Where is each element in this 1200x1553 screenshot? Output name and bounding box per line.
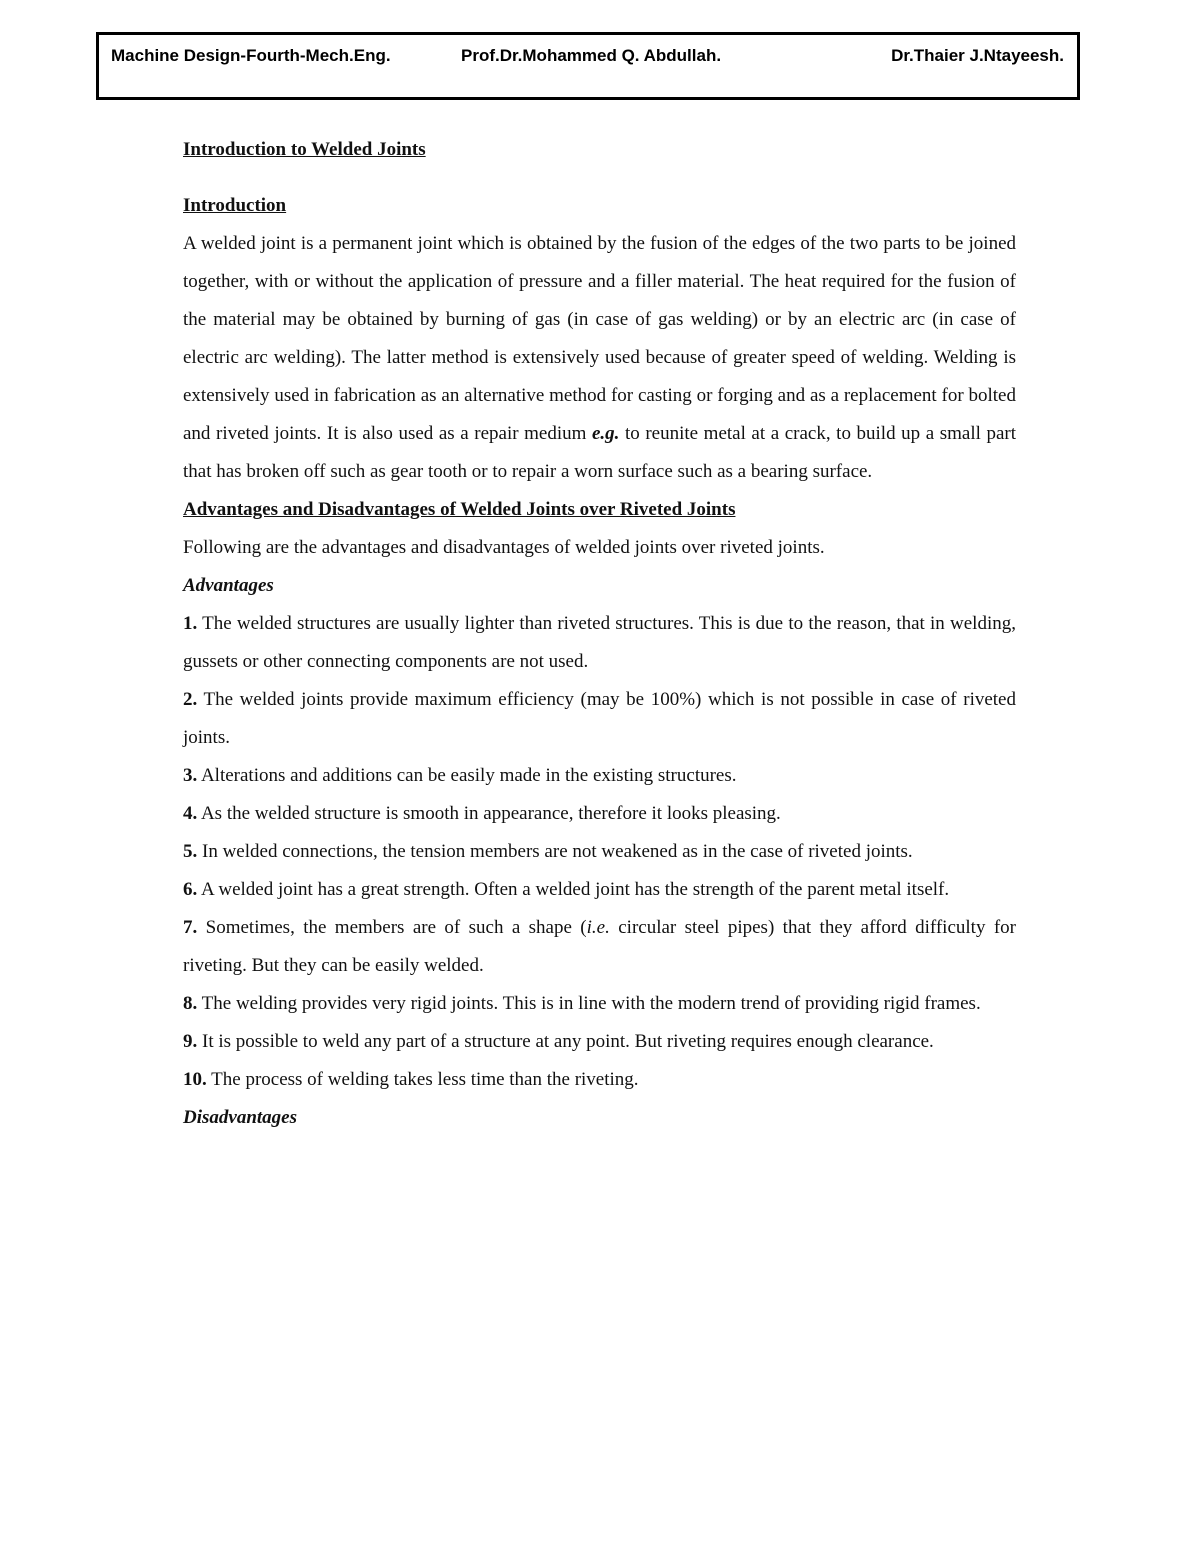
item-text: It is possible to weld any part of a structure at any point. But riveting requires enough clearance. (197, 1031, 934, 1052)
item-number: 8. (183, 993, 198, 1014)
item-text: The process of welding takes less time than the riveting. (206, 1069, 639, 1090)
advdis-heading: Advantages and Disadvantages of Welded Joints over Riveted Joints (183, 499, 736, 520)
advdis-intro: Following are the advantages and disadvantages of welded joints over riveted joints. (183, 537, 825, 558)
item-text: The welded structures are usually lighter than riveted structures. This is due to the reason, that in welding, gussets or other connecting components are not used. (183, 613, 1016, 672)
item-text: Alterations and additions can be easily made in the existing structures. (197, 765, 737, 786)
advantage-item (183, 985, 1016, 1023)
advantage-item (183, 833, 1016, 871)
item-text: In welded connections, the tension members are not weakened as in the case of riveted joints. (197, 841, 913, 862)
item-text: As the welded structure is smooth in appearance, therefore it looks pleasing. (197, 803, 781, 824)
intro-eg: e.g. (591, 423, 620, 444)
page-title: Introduction to Welded Joints (183, 139, 426, 160)
header-author-1: Prof.Dr.Mohammed Q. Abdullah. (461, 46, 722, 65)
item-number: 10. (183, 1069, 207, 1090)
item-text: The welded joints provide maximum efficiency (may be 100%) which is not possible in case of riveted joints. (183, 689, 1016, 748)
item-number: 7. (183, 917, 198, 938)
intro-paragraph (183, 225, 1016, 491)
item-text: circular steel pipes) that they afford difficulty for riveting. But they can be easily welded. (183, 917, 1016, 976)
intro-heading: Introduction (183, 195, 287, 216)
item-number: 9. (183, 1031, 198, 1052)
header-author-2: Dr.Thaier J.Ntayeesh. (891, 46, 1064, 65)
item-ie: i.e. (586, 917, 610, 938)
advantage-item (183, 681, 1016, 757)
advantage-item (183, 1023, 1016, 1061)
item-number: 5. (183, 841, 198, 862)
item-number: 2. (183, 689, 198, 710)
advantage-item (183, 757, 1016, 795)
advantage-item (183, 909, 1016, 985)
item-text: The welding provides very rigid joints. This is in line with the modern trend of providing rigid frames. (197, 993, 981, 1014)
intro-text-2: to reunite metal at a crack, to build up a small part that has broken off such as gear tooth or to repair a worn surface such as a bearing surface. (183, 423, 1016, 482)
item-text: Sometimes, the members are of such a shape ( (197, 917, 587, 938)
header-box (96, 32, 1080, 100)
disadvantages-heading: Disadvantages (183, 1107, 297, 1128)
document-body (183, 131, 1016, 1137)
advantage-item (183, 795, 1016, 833)
advantage-item (183, 605, 1016, 681)
intro-text-1: A welded joint is a permanent joint which is obtained by the fusion of the edges of the two parts to be joined together, with or without the application of pressure and a filler material. The heat required for the fusion of the material may be obtained by burning of gas (in case of gas welding) or by an electric arc (in case of electric arc welding). The latter method is extensively used because of greater speed of welding. Welding is extensively used in fabrication as an alternative method for casting or forging and as a replacement for bolted and riveted joints. It is also used as a repair medium (183, 233, 1016, 444)
item-number: 1. (183, 613, 198, 634)
item-number: 4. (183, 803, 198, 824)
item-number: 6. (183, 879, 198, 900)
item-number: 3. (183, 765, 198, 786)
item-text: A welded joint has a great strength. Often a welded joint has the strength of the parent metal itself. (197, 879, 950, 900)
advantage-item (183, 1061, 1016, 1099)
header-course: Machine Design-Fourth-Mech.Eng. (111, 46, 391, 65)
advantages-heading: Advantages (183, 575, 274, 596)
advantage-item (183, 871, 1016, 909)
